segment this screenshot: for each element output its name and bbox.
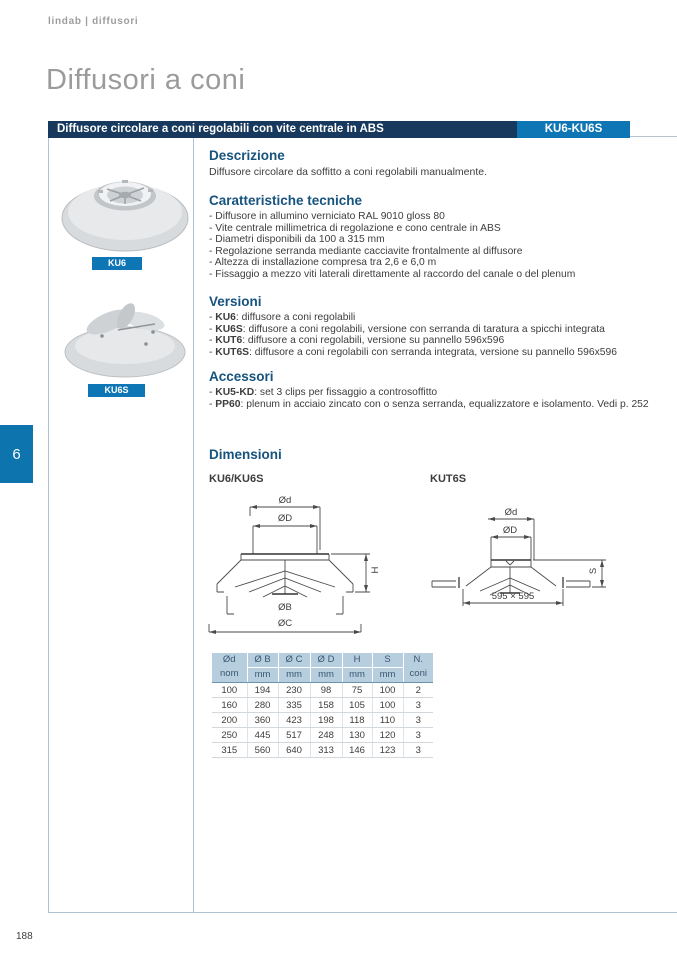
- caratteristiche-list: [209, 211, 669, 280]
- accessori-list: [209, 387, 669, 410]
- dimension-diagram-ku6: [205, 490, 410, 648]
- page-title: Diffusori a coni: [46, 64, 246, 96]
- section-title-descrizione: Descrizione: [209, 148, 285, 163]
- dimension-diagram-kut6s: [420, 503, 670, 621]
- svg-text:ØC: ØC: [277, 618, 293, 629]
- table-row: 315 560 640 313 146 123 3: [212, 743, 433, 758]
- table-row: 160 280 335 158 105 100 3: [212, 698, 433, 713]
- list-item: - Regolazione serranda mediante cacciavite frontalmente al diffusore: [209, 245, 523, 257]
- list-item: - KU6: diffusore a coni regolabili: [209, 312, 356, 323]
- col-header-s: S mm: [372, 653, 403, 683]
- svg-text:Ød: Ød: [504, 507, 518, 518]
- table-row: 200 360 423 198 118 110 3: [212, 713, 433, 728]
- brand-header: lindab | diffusori: [48, 16, 139, 27]
- section-title-caratteristiche: Caratteristiche tecniche: [209, 193, 363, 208]
- col-header-d-nom: Ød nom: [212, 653, 247, 683]
- svg-text:ØD: ØD: [277, 513, 293, 524]
- list-item: - KU5-KD: set 3 clips per fissaggio a controsoffitto: [209, 387, 438, 398]
- table-row: 250 445 517 248 130 120 3: [212, 728, 433, 743]
- photo-badge-ku6: KU6: [92, 257, 142, 270]
- photo-badge-ku6s: KU6S: [88, 384, 145, 397]
- dimensions-table: [212, 653, 433, 758]
- list-item: - KUT6S: diffusore a coni regolabili con serranda integrata, versione su pannello 596x596: [209, 346, 617, 358]
- col-header-n-coni: N. coni: [403, 653, 433, 683]
- chapter-tab: 6: [0, 425, 33, 483]
- list-item: - Diametri disponibili da 100 a 315 mm: [209, 234, 385, 245]
- section-title-dimensioni: Dimensioni: [209, 447, 282, 462]
- svg-text:595 × 595: 595 × 595: [491, 591, 535, 602]
- banner-product-code: KU6-KU6S: [517, 121, 630, 138]
- col-header-b: Ø B mm: [247, 653, 278, 683]
- list-item: - PP60: plenum in acciaio zincato con o senza serranda, equalizzatore e isolamento. Vedi p. 252: [209, 398, 649, 410]
- section-title-accessori: Accessori: [209, 369, 274, 384]
- col-header-h: H mm: [342, 653, 372, 683]
- col-header-c: Ø C mm: [278, 653, 310, 683]
- product-photo-ku6: [58, 152, 192, 257]
- page-number: 188: [16, 931, 33, 942]
- list-item: - Vite centrale millimetrica di regolazione e cono centrale in ABS: [209, 222, 501, 234]
- list-item: - Altezza di installazione compresa tra 2,6 e 6,0 m: [209, 257, 437, 268]
- svg-text:S: S: [588, 567, 599, 575]
- svg-text:H: H: [370, 566, 381, 574]
- list-item: - Fissaggio a mezzo viti laterali direttamente al raccordo del canale o del plenum: [209, 268, 576, 280]
- column-divider: [193, 138, 194, 913]
- list-item: - KU6S: diffusore a coni regolabili, versione con serranda di taratura a spicchi integrata: [209, 323, 605, 335]
- svg-text:ØB: ØB: [278, 602, 292, 613]
- list-item: - Diffusore in allumino verniciato RAL 9010 gloss 80: [209, 211, 445, 222]
- table-row: 100 194 230 98 75 100 2: [212, 683, 433, 698]
- descrizione-body: Diffusore circolare da soffitto a coni regolabili manualmente.: [209, 166, 488, 178]
- section-title-versioni: Versioni: [209, 294, 262, 309]
- svg-text:Ød: Ød: [278, 495, 292, 506]
- diagram-label-ku6-ku6s: KU6/KU6S: [209, 473, 264, 485]
- table-header-row: [212, 653, 433, 683]
- product-banner: [48, 121, 630, 138]
- col-header-dd: Ø D mm: [310, 653, 342, 683]
- list-item: - KUT6: diffusore a coni regolabili, versione su pannello 596x596: [209, 335, 505, 346]
- svg-text:ØD: ØD: [502, 525, 518, 536]
- top-rule: [630, 136, 677, 137]
- product-photo-ku6s: [60, 292, 190, 382]
- diagram-label-kut6s: KUT6S: [430, 473, 467, 485]
- banner-title: Diffusore circolare a coni regolabili con vite centrale in ABS: [48, 121, 517, 138]
- versioni-list: [209, 312, 669, 358]
